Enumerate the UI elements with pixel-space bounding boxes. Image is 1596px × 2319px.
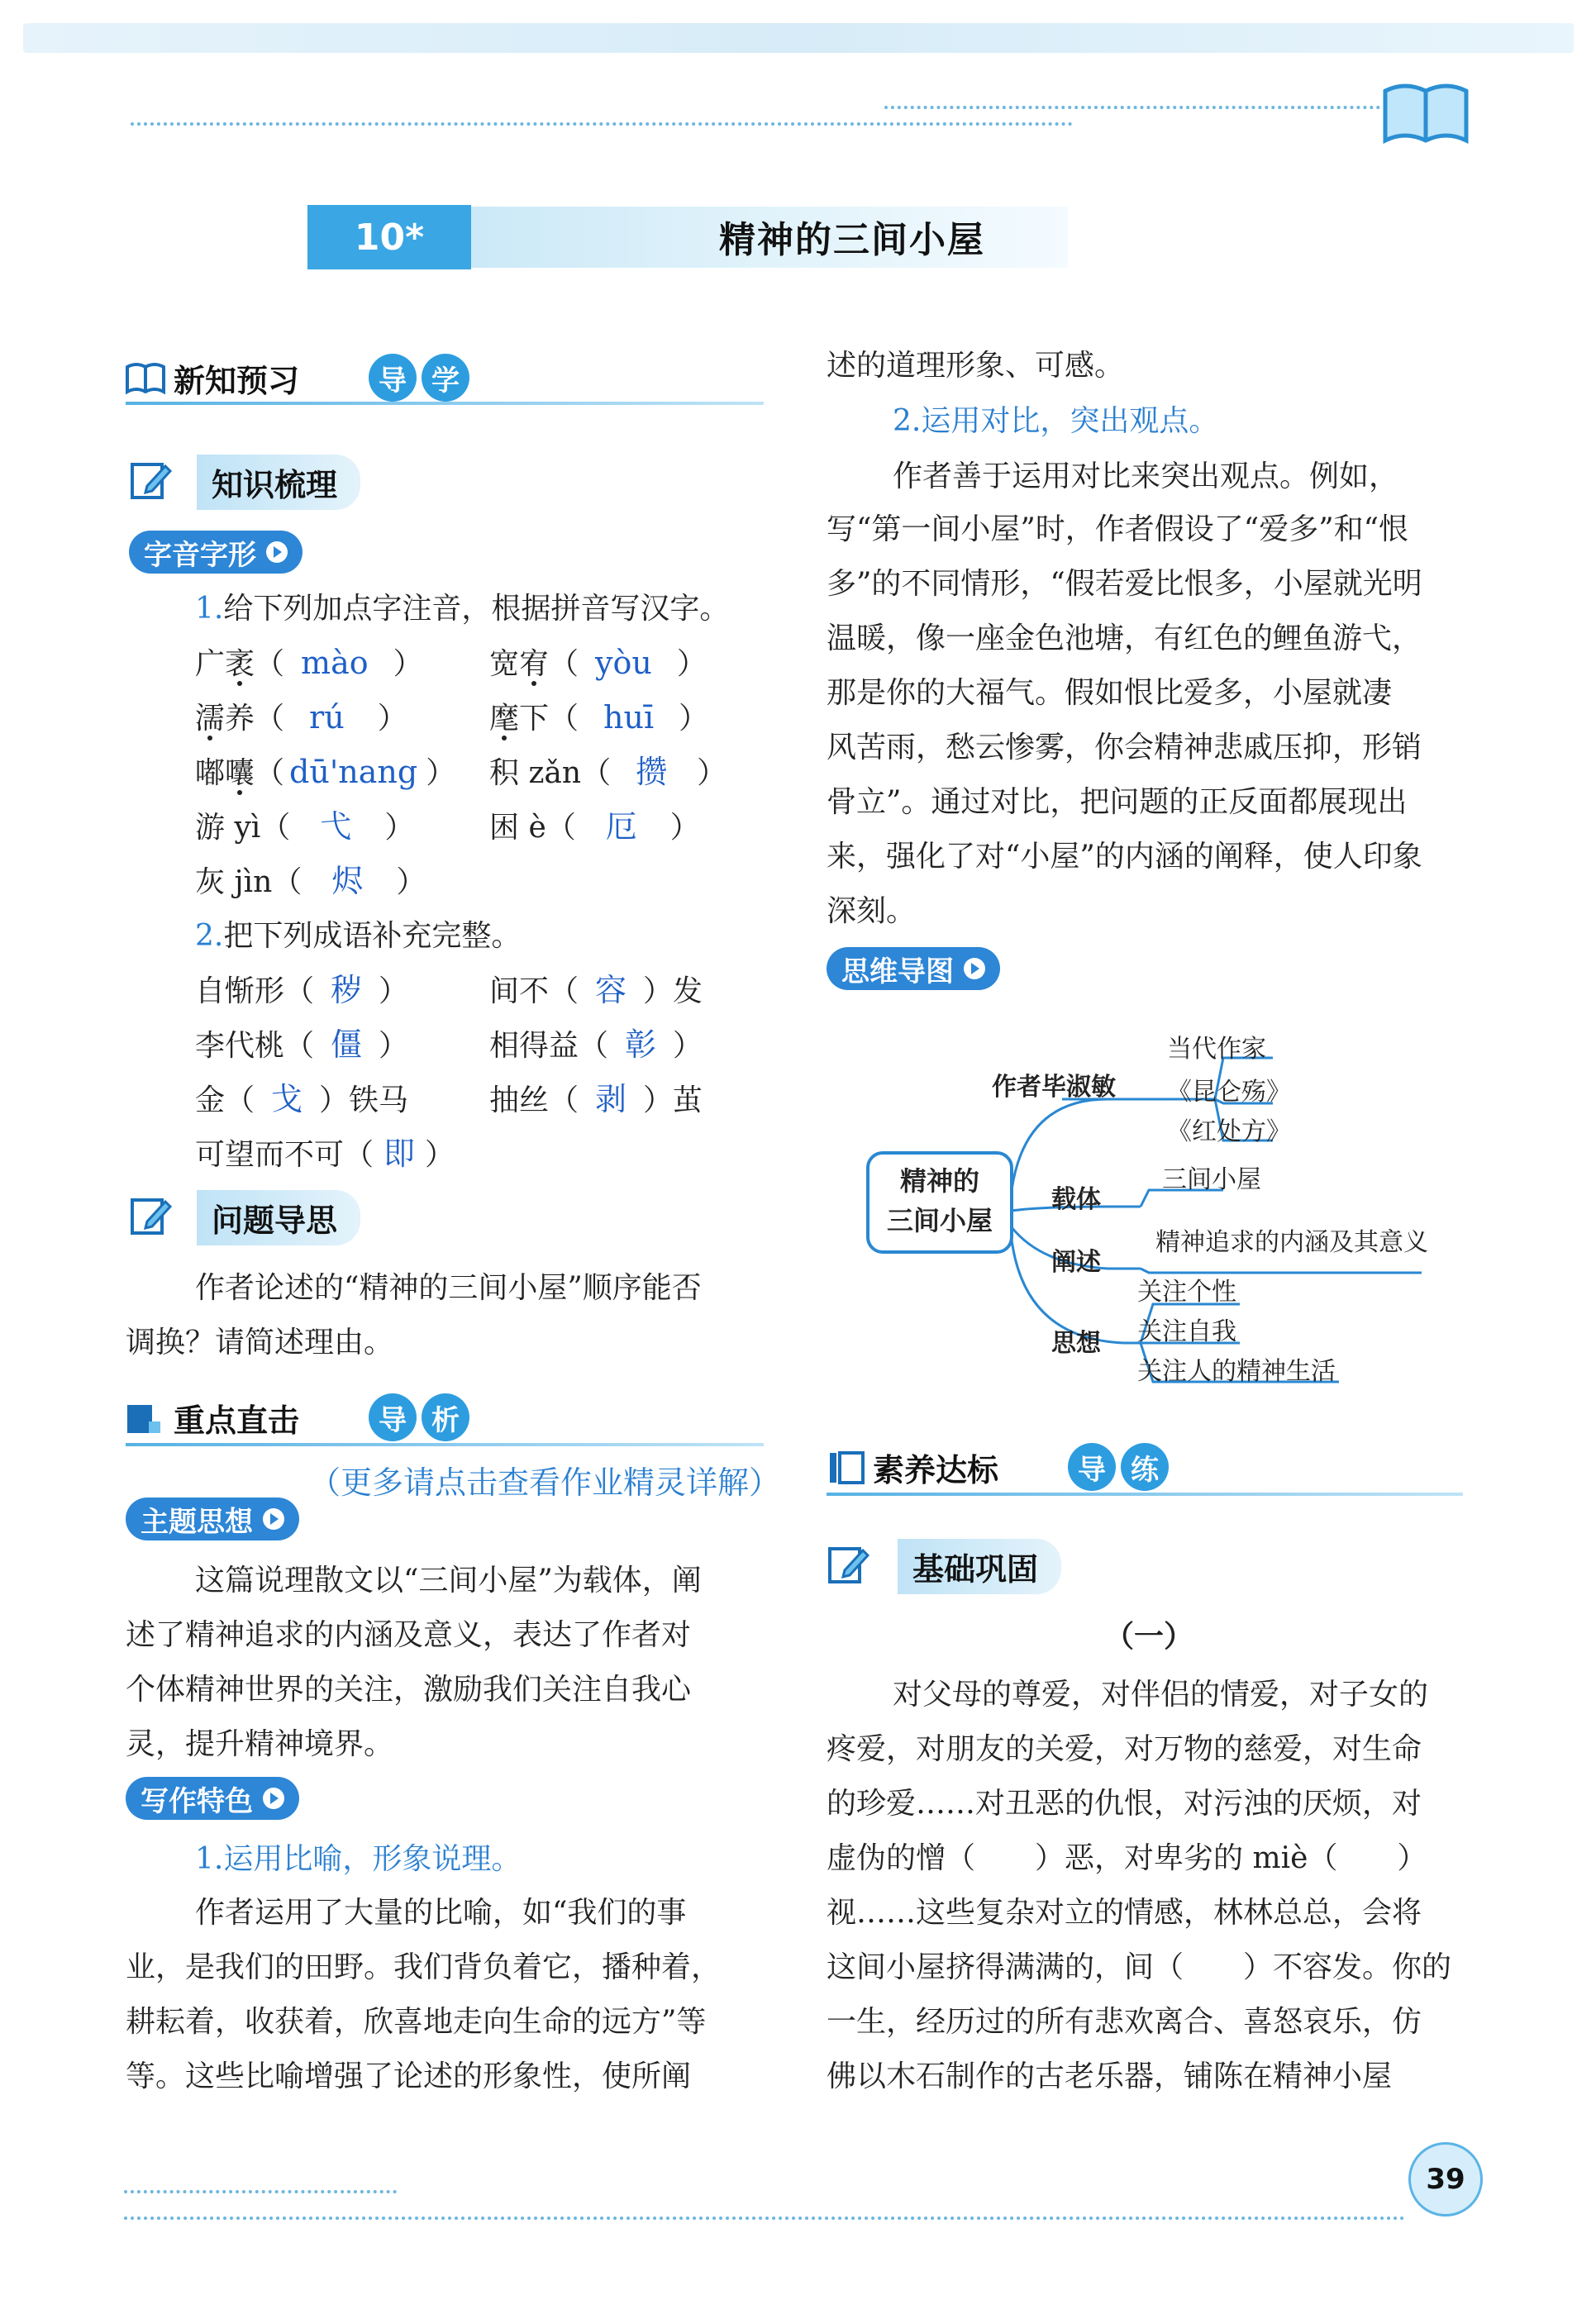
mindmap-thought-item-3: 关注人的精神生活 xyxy=(1137,1357,1336,1386)
tag-zi-yin-zi-xing: 字音字形 xyxy=(129,531,303,574)
q1-stem: 1.给下列加点字注音，根据拼音写汉字。 xyxy=(195,592,730,626)
mindmap-carrier-item: 三间小屋 xyxy=(1162,1165,1261,1194)
reading-line-2: 疼爱，对朋友的关爱，对万物的慈爱，对生命 xyxy=(827,1732,1422,1766)
q1-item-3: 濡养（ rú ） xyxy=(195,699,407,736)
pencil-icon xyxy=(129,458,172,504)
top-dotted-line-right xyxy=(884,106,1380,109)
q1-item-7: 游 yì（ 弋 ） xyxy=(195,808,415,845)
reading-line-4: 虚伪的憎（ ）恶，对卑劣的 miè（ ） xyxy=(827,1841,1427,1875)
reading-line-7: 一生，经历过的所有悲欢离合、喜怒哀乐，仿 xyxy=(827,2005,1422,2039)
question-line-2: 调换？请简述理由。 xyxy=(126,1326,394,1359)
chapter-number: 10* xyxy=(307,205,471,269)
q2-item-7: 可望而不可（ 即 ） xyxy=(195,1136,455,1172)
writing-p2-line-8: 来，强化了对“小屋”的内涵的阐释，使人印象 xyxy=(827,840,1422,874)
writing-p2-line-5: 那是你的大福气。假如恨比爱多，小屋就凄 xyxy=(827,676,1393,710)
mindmap-author: 作者毕淑敏 xyxy=(992,1073,1116,1102)
q2-item-4: 相得益（ 彰 ） xyxy=(489,1026,703,1063)
tag-writing: 写作特色 xyxy=(126,1777,299,1820)
theme-line-1: 这篇说理散文以“三间小屋”为载体，阐 xyxy=(195,1564,702,1598)
play-icon xyxy=(263,1508,284,1530)
section-underline xyxy=(126,402,764,405)
tag-dao: 导 xyxy=(1068,1443,1116,1491)
writing-p1-cont: 述的道理形象、可感。 xyxy=(827,349,1125,383)
writing-p1-line-3: 耕耘着，收获着，欣喜地走向生命的远方”等 xyxy=(126,2005,707,2039)
writing-p2-line-3: 多”的不同情形，“假若爱比恨多，小屋就光明 xyxy=(827,567,1422,601)
key-section-icon xyxy=(126,1400,162,1440)
play-icon xyxy=(964,958,985,979)
writing-p1-line-2: 业，是我们的田野。我们背负着它，播种着， xyxy=(126,1950,722,1984)
key-tags xyxy=(369,1393,474,1441)
preview-tags xyxy=(369,354,474,402)
q2-item-2: 间不（ 容 ）发 xyxy=(489,972,703,1008)
subsection-question: 问题导思 xyxy=(197,1190,360,1245)
play-icon xyxy=(263,1788,284,1809)
writing-p1-line-4: 等。这些比喻增强了论述的形象性，使所阐 xyxy=(126,2059,692,2093)
writing-p2-line-4: 温暖，像一座金色池塘，有红色的鲤鱼游弋， xyxy=(827,621,1422,655)
question-line-1: 作者论述的“精神的三间小屋”顺序能否 xyxy=(195,1271,702,1305)
q2-item-6: 抽丝（ 剥 ）茧 xyxy=(489,1081,703,1117)
more-details-link[interactable]: （更多请点击查看作业精灵详解） xyxy=(309,1464,781,1501)
open-book-icon xyxy=(126,362,165,398)
literacy-section-icon xyxy=(827,1450,866,1489)
q1-item-6: 积 zǎn（ 攒 ） xyxy=(489,754,727,790)
q2-item-5: 金（ 戈 ）铁马 xyxy=(195,1081,409,1117)
mindmap-author-item-2: 《昆仑殇》 xyxy=(1167,1078,1291,1107)
tag-theme: 主题思想 xyxy=(126,1498,299,1540)
mindmap-thought-item-1: 关注个性 xyxy=(1137,1278,1236,1307)
mindmap-center-1: 精神的 xyxy=(899,1165,979,1197)
tag-lian: 练 xyxy=(1121,1443,1169,1491)
q1-item-4: 麾下（ huī ） xyxy=(489,699,709,736)
writing-p2-line-2: 写“第一间小屋”时，作者假设了“爱多”和“恨 xyxy=(827,512,1409,546)
theme-line-2: 述了精神追求的内涵及意义，表达了作者对 xyxy=(126,1618,692,1652)
writing-p2-line-7: 骨立”。通过对比，把问题的正反面都展现出 xyxy=(827,785,1408,819)
writing-p2-line-1: 作者善于运用对比来突出观点。例如， xyxy=(893,460,1399,493)
mindmap-elaborate: 阐述 xyxy=(1051,1248,1101,1277)
writing-p2-line-9: 深刻。 xyxy=(827,894,917,928)
q1-item-2: 宽宥（ yòu ） xyxy=(489,645,707,681)
q1-item-5: 嘟囔（ dū'nang ） xyxy=(195,754,456,790)
tag-dao: 导 xyxy=(369,354,417,402)
section-underline xyxy=(126,1443,764,1446)
top-dotted-line xyxy=(131,122,1073,126)
section-preview-title: 新知预习 xyxy=(174,363,300,399)
section-underline xyxy=(827,1493,1463,1496)
mindmap-author-item-1: 当代作家 xyxy=(1167,1035,1266,1064)
reading-line-5: 视……这些复杂对立的情感，林林总总，会将 xyxy=(827,1896,1422,1930)
reading-line-3: 的珍爱……对丑恶的仇恨，对污浊的厌烦，对 xyxy=(827,1787,1422,1821)
writing-p2-line-6: 风苦雨，愁云惨雾，你会精神悲戚压抑，形销 xyxy=(827,731,1422,764)
reading-line-6: 这间小屋挤得满满的，间（ ）不容发。你的 xyxy=(827,1950,1452,1984)
play-icon xyxy=(266,541,288,563)
mindmap-author-item-3: 《红处方》 xyxy=(1167,1117,1291,1146)
q2-item-1: 自惭形（ 秽 ） xyxy=(195,972,409,1008)
tag-mindmap: 思维导图 xyxy=(827,947,1000,990)
subsection-knowledge: 知识梳理 xyxy=(197,455,360,510)
q2-item-3: 李代桃（ 僵 ） xyxy=(195,1026,409,1063)
mindmap-thought: 思想 xyxy=(1051,1329,1101,1358)
writing-point-1: 1.运用比喻，形象说理。 xyxy=(195,1842,522,1876)
subsection-basic: 基础巩固 xyxy=(898,1539,1061,1594)
mindmap-carrier: 载体 xyxy=(1051,1185,1101,1214)
page-title: 精神的三间小屋 xyxy=(719,219,985,261)
q1-item-8: 困 è（ 厄 ） xyxy=(489,808,700,845)
theme-line-3: 个体精神世界的关注，激励我们关注自我心 xyxy=(126,1673,692,1707)
tag-xue: 学 xyxy=(422,354,469,402)
page-number: 39 xyxy=(1408,2142,1483,2217)
tag-dao: 导 xyxy=(369,1393,417,1441)
bottom-dotted-line xyxy=(124,2217,1405,2220)
q1-item-9: 灰 jìn（ 烬 ） xyxy=(195,863,426,899)
bottom-dotted-line-left xyxy=(124,2190,397,2193)
reading-line-1: 对父母的尊爱，对伴侣的情爱，对子女的 xyxy=(893,1678,1429,1712)
mindmap-center-2: 三间小屋 xyxy=(886,1205,993,1236)
pencil-icon-3 xyxy=(827,1542,869,1588)
literacy-tags xyxy=(1068,1443,1174,1491)
section-key-title: 重点直击 xyxy=(174,1402,300,1439)
writing-p1-line-1: 作者运用了大量的比喻，如“我们的事 xyxy=(195,1896,687,1930)
tag-xi: 析 xyxy=(422,1393,469,1441)
theme-line-4: 灵，提升精神境界。 xyxy=(126,1727,394,1761)
writing-point-2: 2.运用对比，突出观点。 xyxy=(893,404,1219,438)
reading-line-8: 佛以木石制作的古老乐器，铺陈在精神小屋 xyxy=(827,2059,1393,2093)
mindmap-thought-item-2: 关注自我 xyxy=(1137,1317,1236,1346)
top-decor-bar xyxy=(23,23,1574,53)
reading-part-number: （一） xyxy=(1104,1619,1194,1654)
book-icon xyxy=(1380,79,1471,150)
q1-item-1: 广袤（ mào ） xyxy=(195,645,423,681)
mindmap-elaborate-item: 精神追求的内涵及其意义 xyxy=(1155,1228,1428,1257)
q2-stem: 2.把下列成语补充完整。 xyxy=(195,919,522,953)
pencil-icon-2 xyxy=(129,1193,172,1240)
section-literacy-title: 素养达标 xyxy=(873,1452,999,1488)
mind-map xyxy=(860,1025,1438,1413)
